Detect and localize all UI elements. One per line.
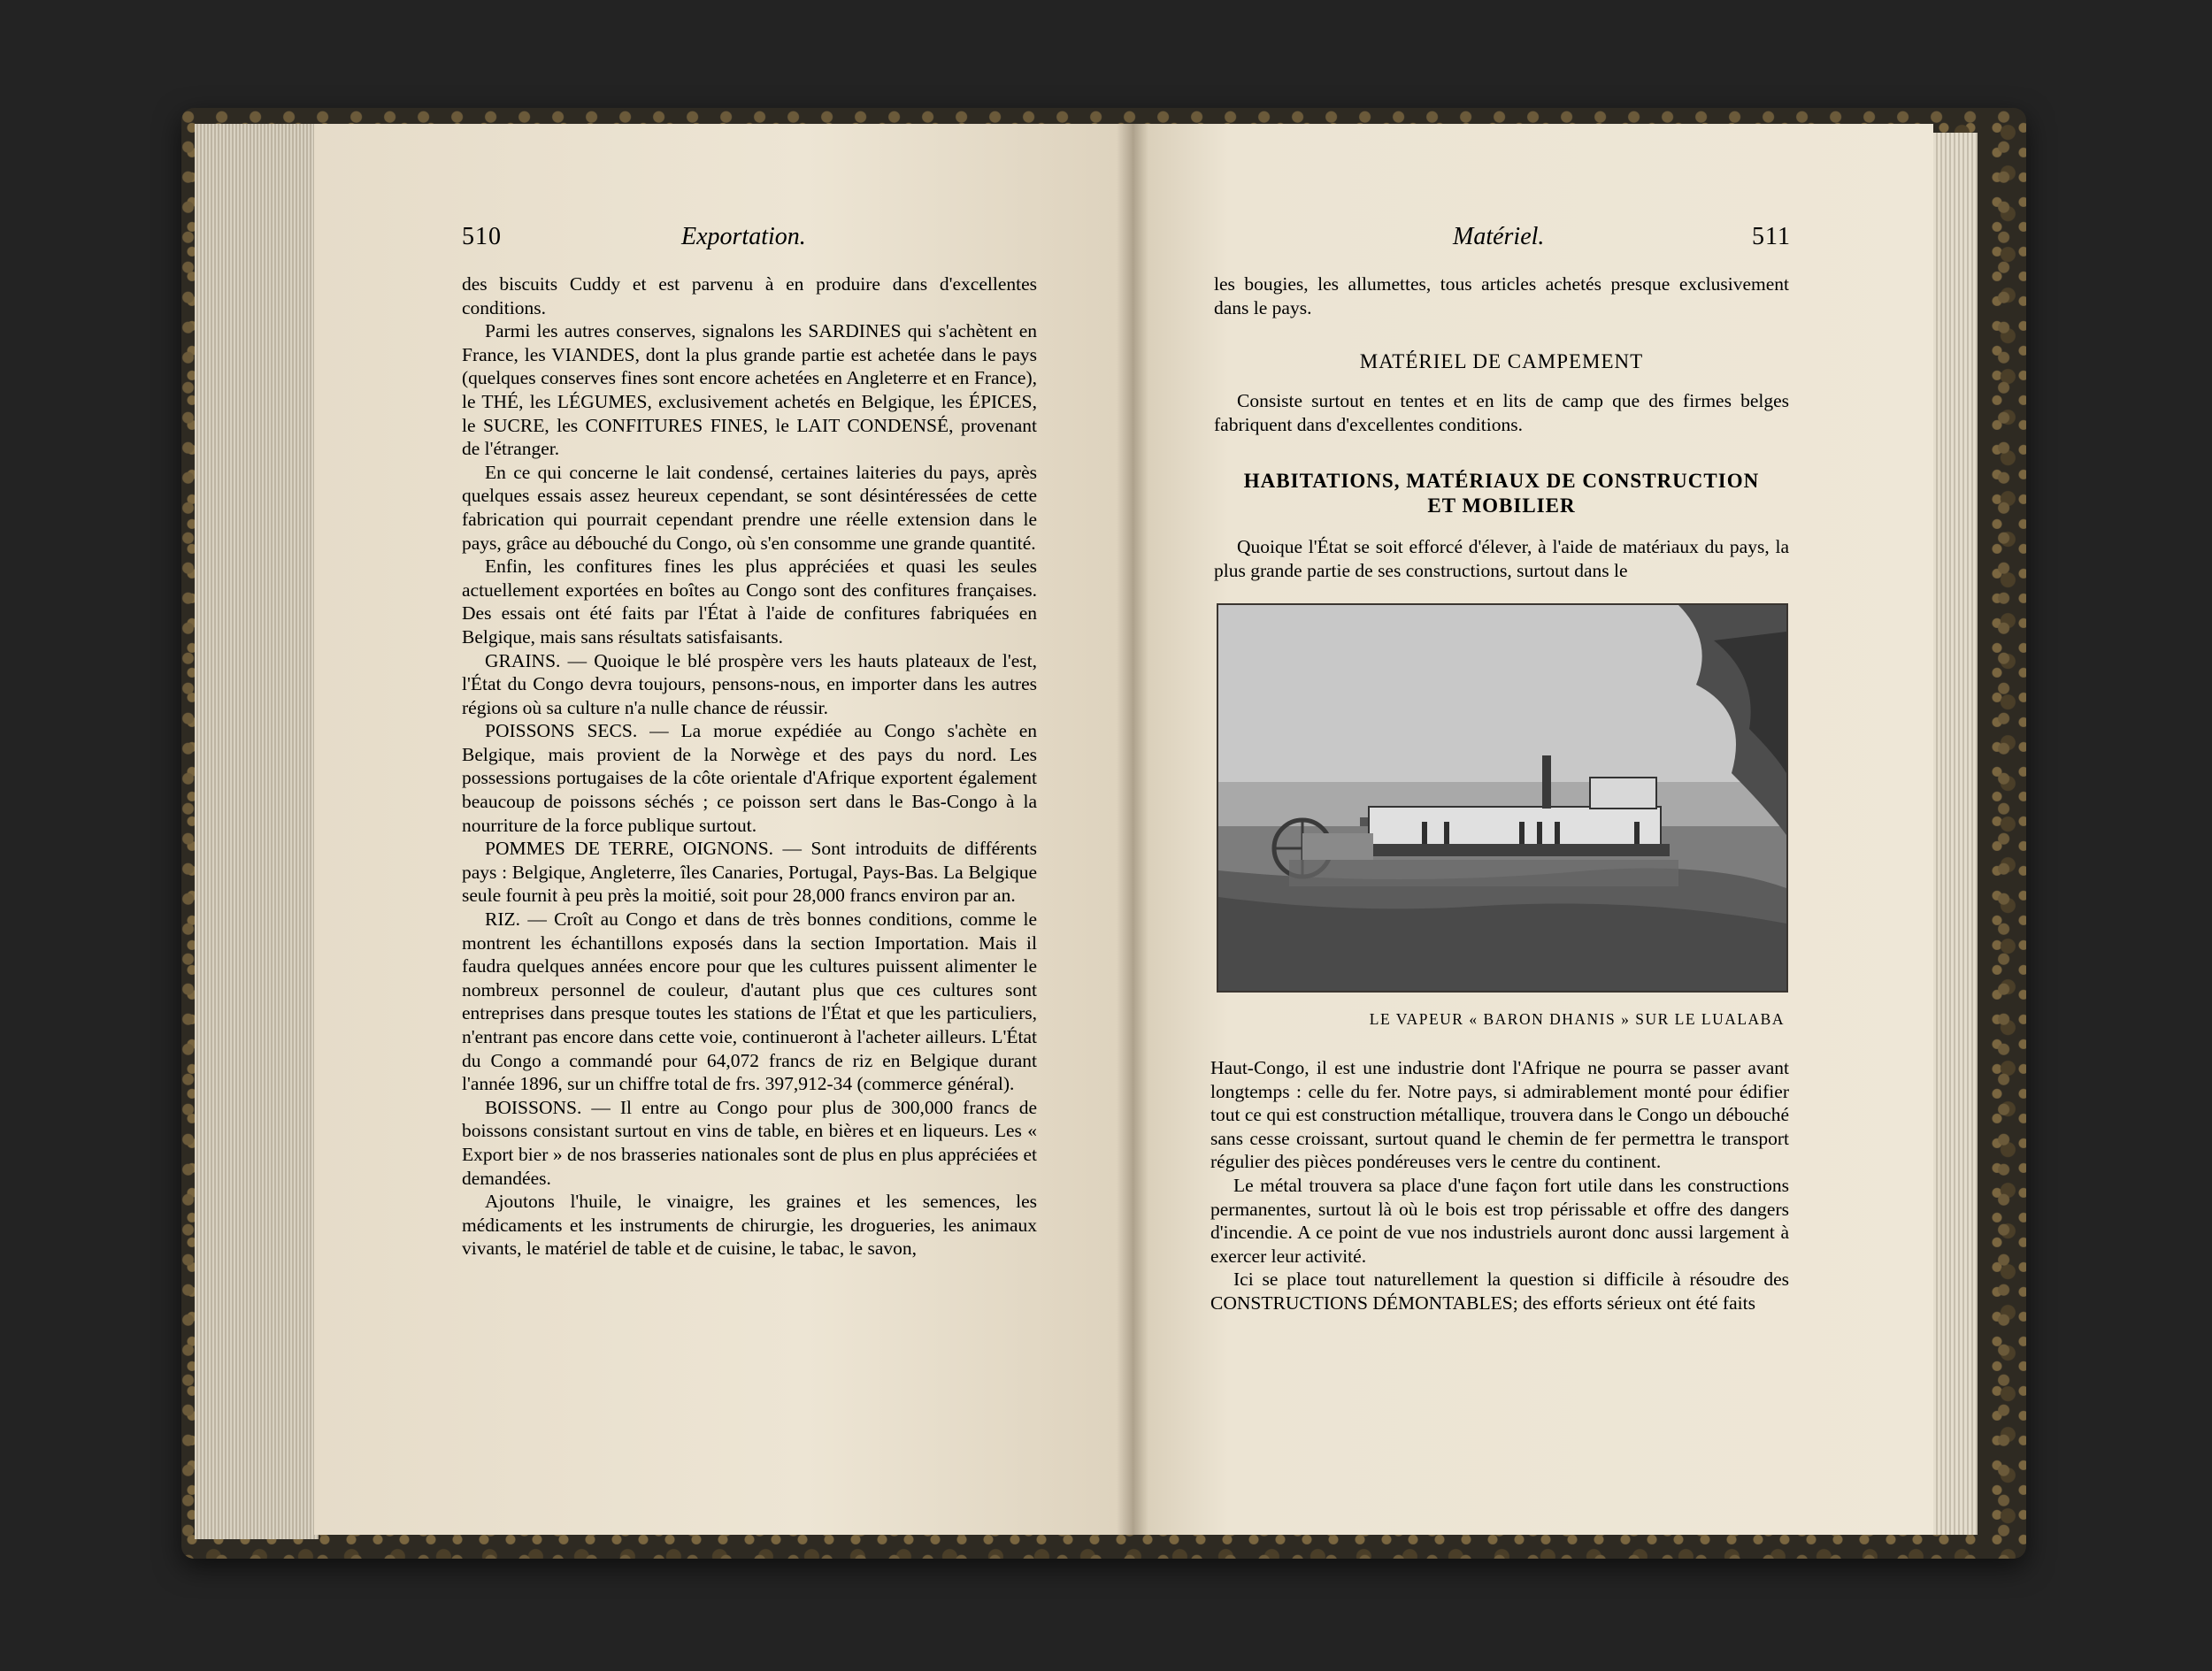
page-edges-left [195, 124, 319, 1539]
steamboat-illustration [1218, 605, 1786, 991]
steamboat-photo [1217, 603, 1788, 993]
left-paragraph: Enfin, les confitures fines les plus appréciées et quasi les seules actuellement exportées en boîtes au Congo sont des confitures françaises. Des essais ont été faits par l'État à l'aide de confitures fabriquées en Belgique, mais sans résultats satisfaisants. [462, 556, 1037, 648]
right-paragraph: Le métal trouvera sa place d'une façon fort utile dans les constructions permanentes, surtout là où le bois est trop périssable et offre des dangers d'incendie. A ce point de vue nos industriels auront donc aussi largement à exercer leur activité. [1210, 1174, 1789, 1267]
left-paragraph: des biscuits Cuddy et est parvenu à en produire dans d'excellentes conditions. [462, 273, 1037, 318]
photo-caption: LE VAPEUR « BARON DHANIS » SUR LE LUALABA [1369, 1010, 1785, 1028]
right-page-number: 511 [1752, 223, 1791, 250]
right-paragraph: Consiste surtout en tentes et en lits de camp que des firmes belges fabriquent dans d'excellentes conditions. [1214, 390, 1789, 435]
left-paragraph: POMMES DE TERRE, OIGNONS. — Sont introduits de différents pays : Belgique, Angleterre, îles Canaries, Portugal, Pays-Bas. La Belgique seule fournit à peu près la moitié, soit pour 28,000 francs environ par an. [462, 838, 1037, 907]
right-continuation-block [1210, 1056, 1789, 1315]
left-running-head: Exportation. [681, 223, 806, 250]
right-intro-block [1214, 272, 1789, 319]
left-paragraph: Parmi les autres conserves, signalons les SARDINES qui s'achètent en France, les VIANDES, dont la plus grande partie est achetée dans le pays (quelques conserves fines sont encore achetées en Angleterre et en France), le THÉ, les LÉGUMES, exclusivement achetés en Belgique, les ÉPICES, le SUCRE, les CONFITURES FINES, le LAIT CONDENSÉ, provenant de l'étranger. [462, 320, 1037, 460]
left-page-number: 510 [462, 223, 502, 250]
right-intro-paragraph: les bougies, les allumettes, tous articles achetés presque exclusivement dans le pays. [1214, 273, 1789, 318]
heading-line: HABITATIONS, MATÉRIAUX DE CONSTRUCTION [1243, 470, 1760, 492]
right-paragraph: Ici se place tout naturellement la question si difficile à résoudre des CONSTRUCTIONS DÉMONTABLES; des efforts sérieux ont été faits [1210, 1269, 1789, 1314]
left-paragraph: RIZ. — Croît au Congo et dans de très bonnes conditions, comme le montrent les échantillons exposés dans la section Importation. Mais il faudra quelques années encore pour que les cultures puissent alimenter le nombreux personnel de couleur, d'autant plus que ces cultures sont entreprises dans presque toutes les stations de l'État et que les particuliers, n'entrant pas encore dans cette voie, continueront à l'acheter ailleurs. L'État du Congo a commandé pour 64,072 francs de riz en Belgique durant l'année 1896, sur un chiffre total de frs. 397,912-34 (commerce général). [462, 908, 1037, 1095]
left-paragraph: GRAINS. — Quoique le blé prospère vers les hauts plateaux de l'est, l'État du Congo devra toujours, pensons-nous, en importer dans les autres régions où sa culture n'a nulle chance de réussir. [462, 649, 1037, 718]
section-heading-habitations [1214, 469, 1789, 518]
right-running-head: Matériel. [1453, 223, 1545, 250]
right-habitations-block [1214, 535, 1789, 582]
left-paragraph: En ce qui concerne le lait condensé, certaines laiteries du pays, après quelques essais assez heureux cependant, se sont désintéressées de cette fabrication qui pourrait cependant prendre une réelle extension dans le pays, grâce au débouché du Congo, où s'en consomme une grande quantité. [462, 461, 1037, 554]
left-text-block [462, 272, 1037, 1261]
right-paragraph: Quoique l'État se soit efforcé d'élever, à l'aide de matériaux du pays, la plus grande partie de ses constructions, surtout dans le [1214, 536, 1789, 581]
left-paragraph: BOISSONS. — Il entre au Congo pour plus de 300,000 francs de boissons consistant surtout en vins de table, en bières et en liqueurs. Les « Export bier » de nos brasseries nationales sont de plus en plus appréciées et demandées. [462, 1096, 1037, 1189]
heading-line: ET MOBILIER [1427, 494, 1576, 517]
section-heading-campement: MATÉRIEL DE CAMPEMENT [1359, 350, 1644, 372]
right-paragraph: Haut-Congo, il est une industrie dont l'Afrique ne pourra se passer avant longtemps : celle du fer. Notre pays, si admirablement monté pour édifier tout ce qui est construction métallique, trouvera dans le Congo un débouché sans cesse croissant, surtout quand le chemin de fer permettra le transport régulier des pièces pondéreuses vers le centre du continent. [1210, 1057, 1789, 1173]
left-paragraph: POISSONS SECS. — La morue expédiée au Congo s'achète en Belgique, mais provient de la Norwège et des pays du nord. Les possessions portugaises de la côte orientale d'Afrique exportent également beaucoup de poissons séchés ; ce poisson sert dans le Bas-Congo à la nourriture de la force publique surtout. [462, 720, 1037, 836]
book-gutter [1117, 124, 1148, 1535]
right-campement-block [1214, 389, 1789, 436]
left-paragraph: Ajoutons l'huile, le vinaigre, les graines et les semences, les médicaments et les instruments de chirurgie, les drogueries, les animaux vivants, le matériel de table et de cuisine, le tabac, le savon, [462, 1191, 1037, 1260]
